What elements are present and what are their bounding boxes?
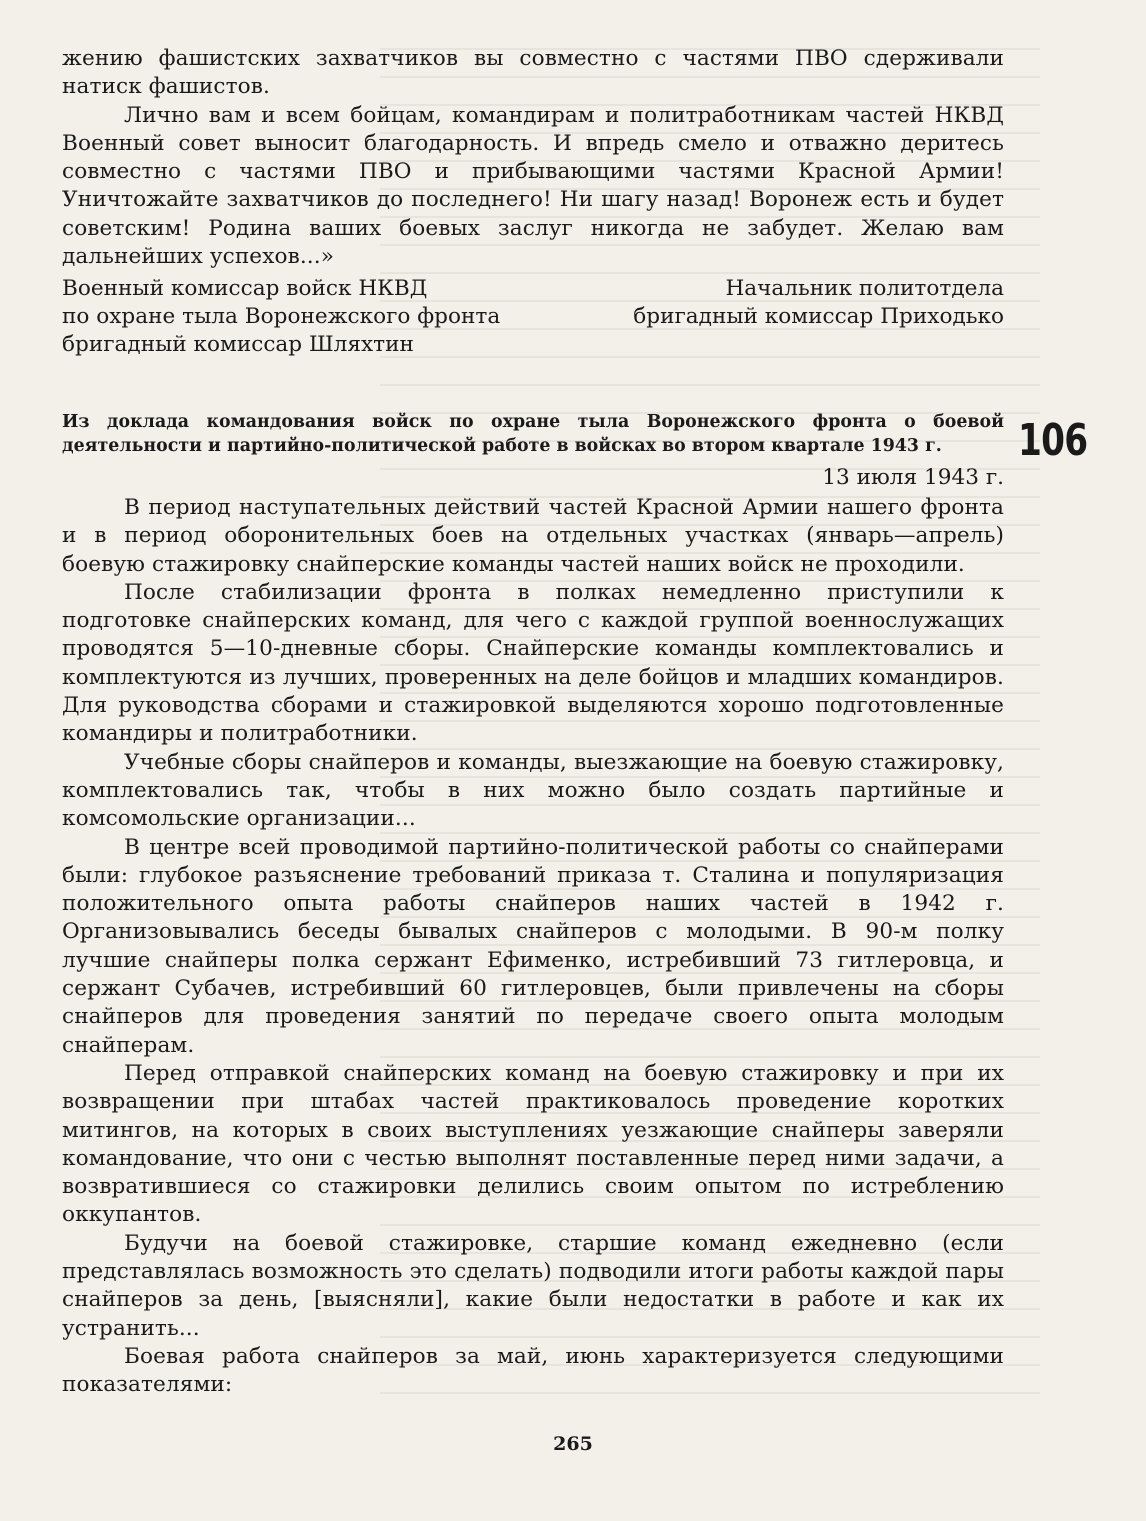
document-number: 106 <box>1018 415 1088 466</box>
paragraph-daily-results: Будучи на боевой стажировке, старшие команд ежедневно (если представлялась возможность это сделать) подводили итоги работы каждой пары снайперов за день, [выясняли], какие были недостатки в работе и как их устранить... <box>62 1230 1004 1341</box>
main-text-block <box>62 494 1004 1400</box>
signature-left-line-3: бригадный комиссар Шляхтин <box>62 332 414 357</box>
document-date: 13 июля 1943 г. <box>822 465 1004 490</box>
signature-left-line-1: Военный комиссар войск НКВД <box>62 276 428 301</box>
paragraph-offensive-period: В период наступательных действий частей Красной Армии нашего фронта и в период оборонительных боев на отдельных участках (январь—апрель) боевую стажировку снайперские команды частей наших войск не проходили. <box>62 495 1004 577</box>
signature-right-line-2: бригадный комиссар Приходько <box>633 304 1004 329</box>
signature-right-line-1: Начальник политотдела <box>725 276 1004 301</box>
paragraph-rallies: Перед отправкой снайперских команд на боевую стажировку и при их возвращении при штабах частей практиковалось проведение коротких митингов, на которых в своих выступлениях уезжающие снайперы заверяли командование, что они с честью выполнят поставленные перед ними задачи, а возвратившиеся со стажировки делились своим опытом по истреблению оккупантов. <box>62 1060 1004 1228</box>
continued-paragraph: жению фашистских захватчиков вы совместно с частями ПВО сдерживали натиск фашистов. <box>62 46 1004 100</box>
paragraph-training-camps: Учебные сборы снайперов и команды, выезжающие на боевую стажировку, комплектовались так, чтобы в них можно было создать партийные и комсомольские организации... <box>62 749 1004 832</box>
top-text-block <box>62 45 1004 271</box>
paragraph-indicators: Боевая работа снайперов за май, июнь характеризуется следующими показателями: <box>62 1343 1004 1398</box>
paragraph-political-work: В центре всей проводимой партийно-политической работы со снайперами были: глубокое разъяснение требований приказа т. Сталина и популяризация положительного опыта работы снайперов наших частей в 1942 г. Организовывались беседы бывалых снайперов с молодыми. В 90-м полку лучшие снайперы полка сержант Ефименко, истребивший 73 гитлеровца, и сержант Субачев, истребивший 60 гитлеровцев, были привлечены на сборы снайперов для проведения занятий по передаче своего опыта молодым снайперам. <box>62 834 1004 1058</box>
signature-left-line-2: по охране тыла Воронежского фронта <box>62 304 501 329</box>
gratitude-paragraph: Лично вам и всем бойцам, командирам и политработникам частей НКВД Военный совет выносит благодарность. И впредь смело и отважно деритесь совместно с частями ПВО и прибывающими частями Красной Армии! Уничтожайте захватчиков до последнего! Ни шагу назад! Воронеж есть и будет советским! Родина ваших боевых заслуг никогда не забудет. Желаю вам дальнейших успехов...» <box>62 102 1004 270</box>
paragraph-stabilization: После стабилизации фронта в полках немедленно приступили к подготовке снайперских команд, для чего с каждой группой военнослужащих проводятся 5—10-дневные сборы. Снайперские команды комплектовались и комплектуются из лучших, проверенных на деле бойцов и младших командиров. Для руководства сборами и стажировкой выделяются хорошо подготовленные командиры и политработники. <box>62 579 1004 747</box>
document-heading: Из доклада командования войск по охране тыла Воронежского фронта о боевой деятельности и партийно-политической работе в войсках во втором квартале 1943 г. <box>62 412 1004 456</box>
page-number: 265 <box>553 1433 593 1455</box>
